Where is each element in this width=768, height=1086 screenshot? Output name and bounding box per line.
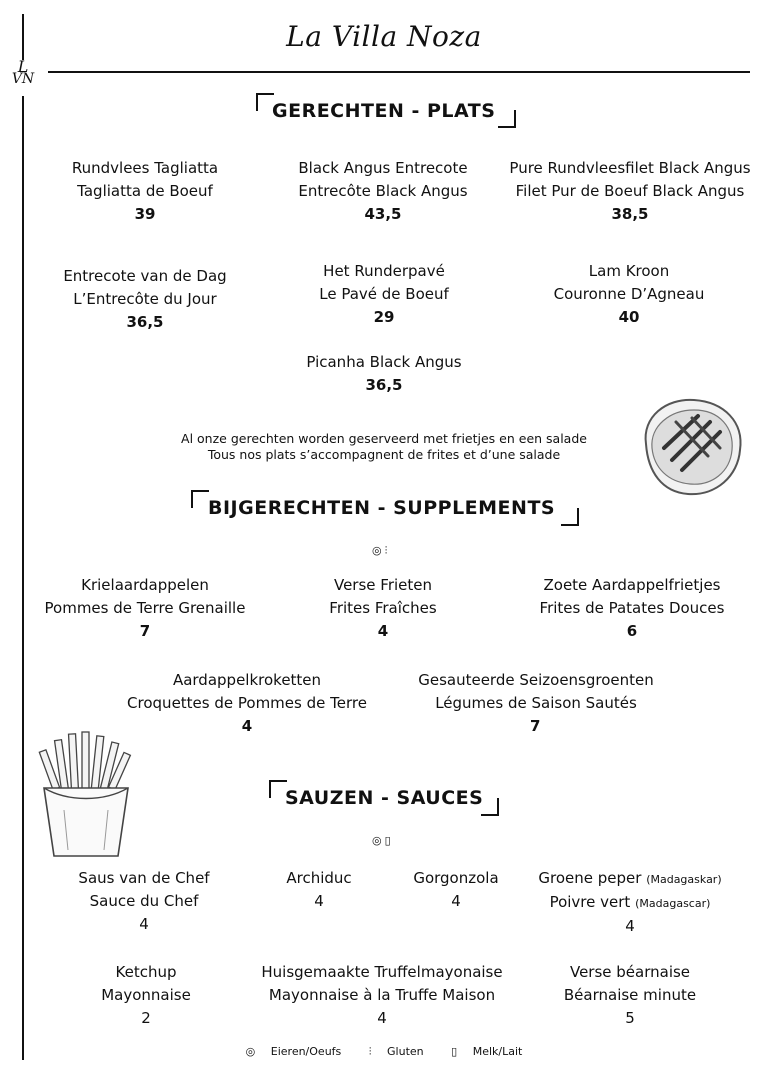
item-name-nl: Groene peper [538, 869, 642, 887]
menu-item [530, 961, 730, 1030]
milk-icon: ▯ [384, 834, 391, 847]
item-name-nl: Krielaardappelen [81, 576, 209, 594]
item-name-fr: Mayonnaise [101, 986, 191, 1004]
section-title-sauzen: SAUZEN - SAUCES [285, 787, 484, 809]
gluten-icon: ⫶ [368, 1045, 372, 1058]
item-name-nl: Picanha Black Angus [306, 353, 462, 371]
section-bracket-top-left [191, 490, 209, 508]
item-name-fr: Légumes de Saison Sautés [435, 694, 637, 712]
serving-note-fr: Tous nos plats s’accompagnent de frites et d’une salade [207, 447, 561, 462]
item-name-fr: Filet Pur de Boeuf Black Angus [515, 182, 745, 200]
item-price: 4 [314, 892, 324, 910]
menu-item [500, 157, 760, 226]
item-name-nl: Verse Frieten [333, 576, 433, 594]
item-price: 36,5 [126, 313, 164, 331]
menu-item [45, 157, 245, 226]
legend-eggs: Eieren/Oeufs [270, 1045, 342, 1058]
item-price: 43,5 [364, 205, 402, 223]
item-price: 4 [377, 622, 389, 640]
logo: L VN [8, 60, 38, 96]
item-price: 29 [373, 308, 395, 326]
item-name-fr: Frites Fraîches [329, 599, 437, 617]
item-price: 5 [625, 1009, 635, 1027]
section-title-gerechten: GERECHTEN - PLATS [272, 100, 496, 122]
section-title-bijgerechten: BIJGERECHTEN - SUPPLEMENTS [208, 497, 556, 519]
item-price: 4 [451, 892, 461, 910]
allergen-icons [372, 834, 391, 847]
serving-note-nl: Al onze gerechten worden geserveerd met frietjes en een salade [181, 431, 587, 446]
item-name-nl: Huisgemaakte Truffelmayonaise [261, 963, 503, 981]
menu-item [283, 574, 483, 643]
item-price: 40 [618, 308, 640, 326]
item-price: 36,5 [365, 376, 403, 394]
item-name-nl: Aardappelkroketten [172, 671, 322, 689]
menu-item [396, 867, 516, 913]
item-price: 7 [139, 622, 151, 640]
menu-item [273, 157, 493, 226]
item-origin-nl: (Madagaskar) [646, 873, 722, 886]
fries-illustration [38, 730, 136, 860]
item-name-nl: Verse béarnaise [569, 963, 691, 981]
item-name-nl: Lam Kroon [588, 262, 670, 280]
section-bracket-bottom-right [561, 508, 579, 526]
gluten-icon: ⫶ [384, 544, 388, 557]
header-divider [48, 71, 750, 73]
item-name-fr: L’Entrecôte du Jour [73, 290, 217, 308]
steak-illustration [636, 392, 748, 502]
milk-icon: ▯ [451, 1045, 458, 1058]
menu-item [44, 867, 244, 936]
left-border-line [22, 14, 24, 1060]
menu-item [259, 867, 379, 913]
item-name-fr: Poivre vert [549, 893, 631, 911]
allergen-legend [0, 1045, 768, 1059]
item-name-fr: Pommes de Terre Grenaille [44, 599, 246, 617]
item-name-nl: Het Runderpavé [323, 262, 445, 280]
egg-icon: ◎ [372, 544, 382, 557]
item-name-fr: Mayonnaise à la Truffe Maison [268, 986, 496, 1004]
section-bracket-bottom-right [498, 110, 516, 128]
menu-item [274, 351, 494, 397]
legend-gluten: Gluten [387, 1045, 424, 1058]
section-bracket-bottom-right [481, 798, 499, 816]
menu-item [274, 260, 494, 329]
item-price: 38,5 [611, 205, 649, 223]
menu-item [45, 265, 245, 334]
item-price: 39 [134, 205, 156, 223]
item-name-nl: Archiduc [286, 869, 352, 887]
egg-icon: ◎ [372, 834, 382, 847]
item-name-fr: Croquettes de Pommes de Terre [127, 694, 367, 712]
menu-item [252, 961, 512, 1030]
item-name-nl: Saus van de Chef [78, 869, 210, 887]
menu-item [112, 669, 382, 738]
egg-icon: ◎ [245, 1045, 256, 1058]
item-price: 4 [625, 917, 635, 935]
item-name-nl: Zoete Aardappelfrietjes [543, 576, 721, 594]
menu-item [519, 260, 739, 329]
item-price: 4 [241, 717, 253, 735]
item-name-fr: Le Pavé de Boeuf [319, 285, 449, 303]
item-price: 4 [377, 1009, 387, 1027]
item-name-nl: Gorgonzola [413, 869, 499, 887]
item-price: 2 [141, 1009, 151, 1027]
item-origin-fr: (Madagascar) [635, 897, 711, 910]
item-name-fr: Béarnaise minute [563, 986, 697, 1004]
item-name-nl: Ketchup [115, 963, 177, 981]
item-name-nl: Entrecote van de Dag [63, 267, 227, 285]
item-price: 6 [626, 622, 638, 640]
menu-item [396, 669, 676, 738]
legend-milk: Melk/Lait [472, 1045, 523, 1058]
menu-item [66, 961, 226, 1030]
item-name-nl: Rundvlees Tagliatta [71, 159, 219, 177]
menu-item [520, 867, 740, 938]
menu-item [30, 574, 260, 643]
item-name-fr: Entrecôte Black Angus [298, 182, 468, 200]
menu-item [512, 574, 752, 643]
item-name-nl: Pure Rundvleesfilet Black Angus [509, 159, 751, 177]
item-name-fr: Frites de Patates Douces [539, 599, 725, 617]
item-price: 4 [139, 915, 149, 933]
item-price: 7 [530, 717, 541, 735]
item-name-fr: Tagliatta de Boeuf [77, 182, 213, 200]
item-name-nl: Black Angus Entrecote [298, 159, 468, 177]
item-name-nl: Gesauteerde Seizoensgroenten [418, 671, 654, 689]
item-name-fr: Sauce du Chef [89, 892, 199, 910]
restaurant-title: La Villa Noza [286, 20, 482, 53]
item-name-fr: Couronne D’Agneau [553, 285, 705, 303]
allergen-icons [372, 544, 387, 558]
